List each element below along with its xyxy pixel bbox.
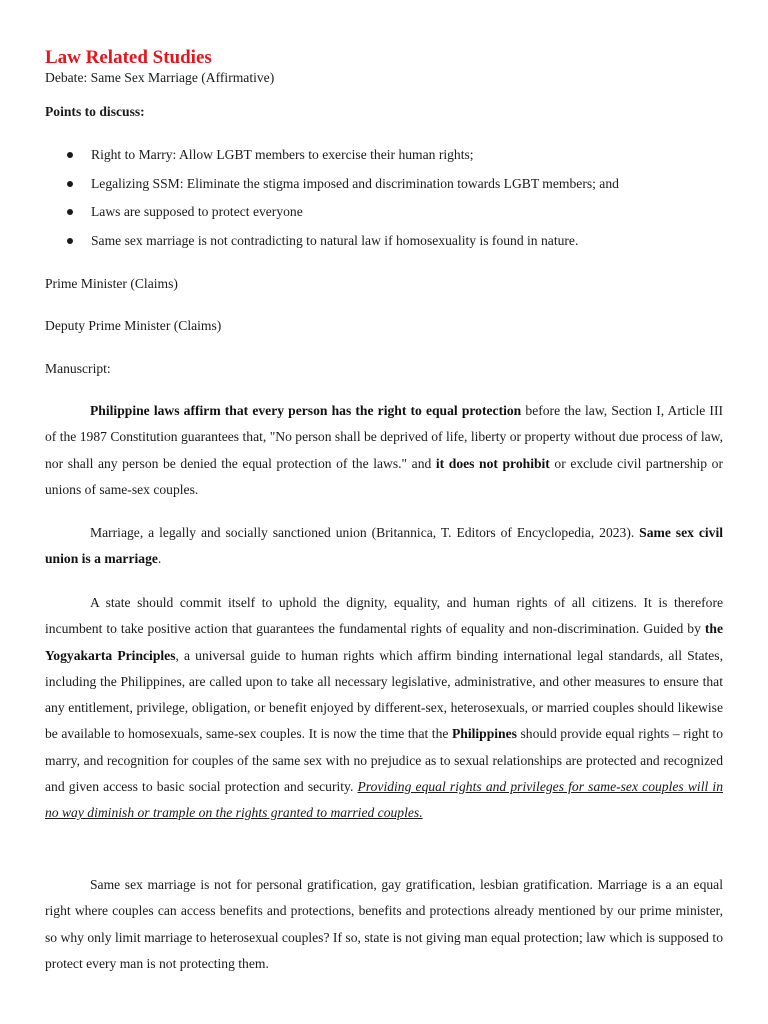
paragraph-equal-protection xyxy=(45,398,723,503)
text-run: Marriage, a legally and socially sanctioned union (Britannica, T. Editors of Encyclopedia, 2023). xyxy=(90,525,640,540)
list-item: Legalizing SSM: Eliminate the stigma imposed and discrimination towards LGBT members; and xyxy=(45,174,735,203)
underlined-statement: Providing equal rights and privileges for same-sex couples will in no way diminish or trample on the rights granted to married couples. xyxy=(45,779,723,821)
deputy-prime-minister-line: Deputy Prime Minister (Claims) xyxy=(45,318,222,333)
paragraph-marriage-definition xyxy=(45,520,723,573)
bold-phrase: Philippines xyxy=(451,726,517,742)
text-run: or exclude civil partnership or unions of same-sex couples. xyxy=(45,455,723,497)
document-title: Law Related Studies xyxy=(45,47,212,68)
paragraph-yogyakarta xyxy=(45,590,723,827)
text-run: Same sex marriage is not for personal gratification, gay gratification, lesbian gratification. Marriage is a an equal right where couples can access benefits and protections, benefits and protections already mentioned by our prime minister, so why only limit marriage to heterosexual couples? If so, state is not giving man equal protection; law which is supposed to protect every man is not protecting them. xyxy=(45,877,723,971)
text-run: should provide equal rights – right to marry, and recognition for couples of the same sex with no prejudice as to sexual relationships are protected and recognized and given access to basic social protection and security. xyxy=(45,726,723,795)
list-item: Right to Marry: Allow LGBT members to exercise their human rights; xyxy=(45,145,735,174)
bold-phrase: Same sex civil union is a marriage xyxy=(45,525,723,567)
text-run: A state should commit itself to uphold the dignity, equality, and human rights of all citizens. It is therefore incumbent to take positive action that guarantees the fundamental rights of equality and non-discrimination. Guided by xyxy=(45,595,723,637)
list-item: Same sex marriage is not contradicting to natural law if homosexuality is found in nature. xyxy=(45,231,735,260)
list-item: Laws are supposed to protect everyone xyxy=(45,202,735,231)
bold-phrase: it does not prohibit xyxy=(435,455,550,471)
points-heading: Points to discuss: xyxy=(45,104,145,119)
bold-phrase: Philippine laws affirm that every person has the right to equal protection xyxy=(90,403,522,418)
text-run: . xyxy=(157,551,162,567)
bold-phrase: the Yogyakarta Principles xyxy=(45,621,723,663)
text-run: , a universal guide to human rights which affirm binding international legal standards, all States, including the Philippines, are called upon to take all necessary legislative, administrative, and other measures to ensure that any entitlement, privilege, obligation, or benefit enjoyed by different-sex, heterosexuals, or married couples should likewise be available to homosexuals, same-sex couples. It is now the time that the xyxy=(45,647,723,742)
prime-minister-line: Prime Minister (Claims) xyxy=(45,276,178,291)
paragraph-equal-right xyxy=(45,872,723,977)
debate-subtitle: Debate: Same Sex Marriage (Affirmative) xyxy=(45,70,275,85)
manuscript-label: Manuscript: xyxy=(45,361,111,376)
text-run: before the law, Section I, Article III of the 1987 Constitution guarantees that, "No person shall be deprived of life, liberty or property without due process of law, nor shall any person be denied the equal protection of the laws." and xyxy=(45,403,724,471)
points-list xyxy=(45,145,735,259)
